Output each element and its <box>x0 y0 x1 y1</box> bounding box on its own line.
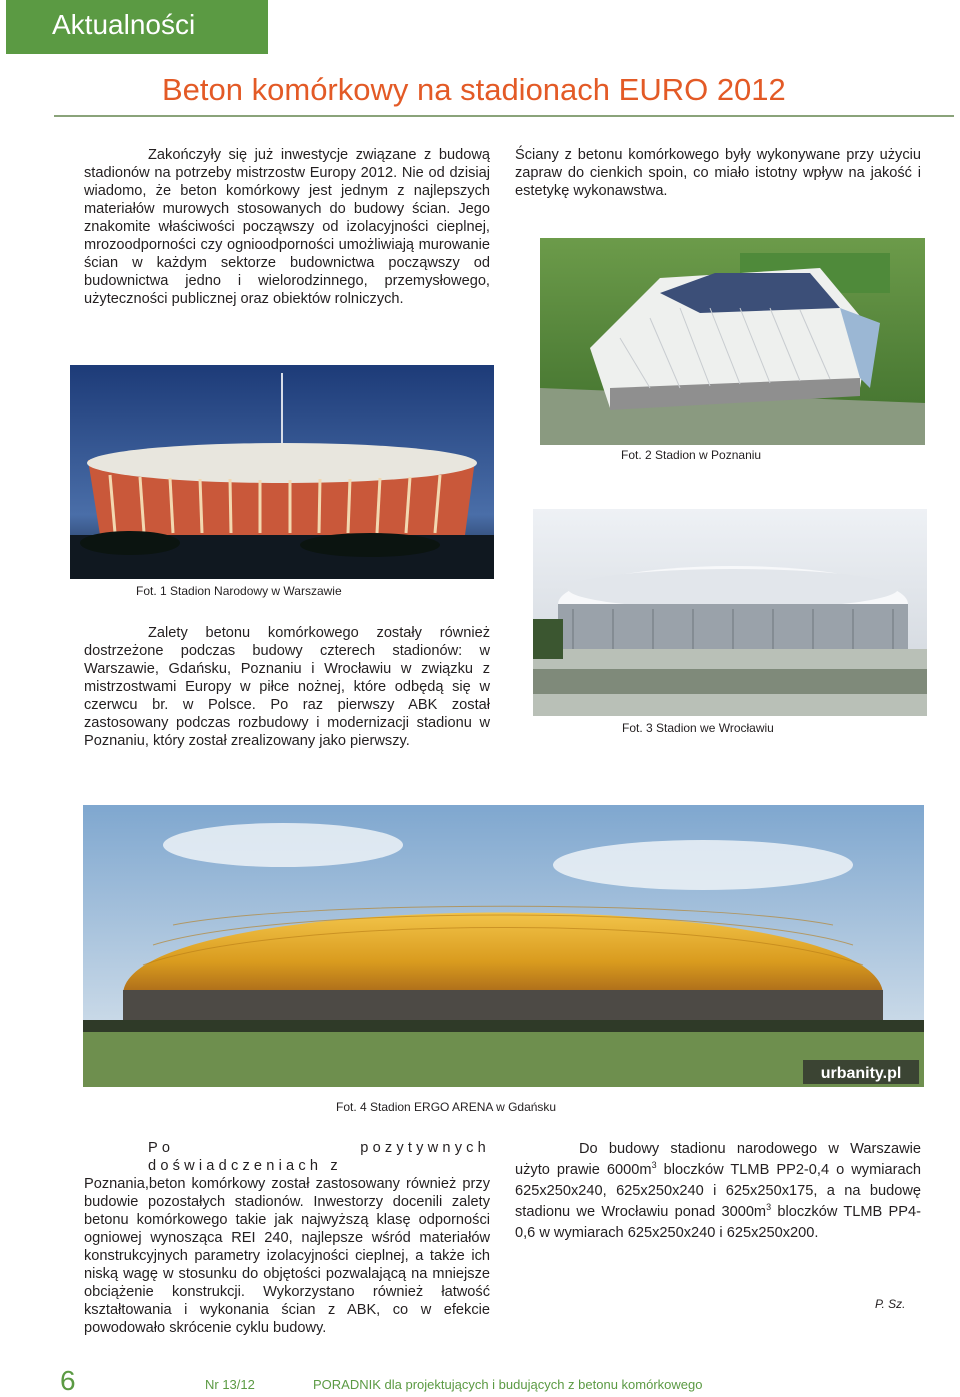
photo-gdansk-stadium <box>83 805 924 1087</box>
title-divider <box>54 115 954 117</box>
warsaw-text-3: bloczków TLMB PP4-0,6 w wymiarach 625x250x240 i 625x250x200. <box>515 1204 921 1241</box>
photo-poznan-stadium <box>540 238 925 445</box>
experience-paragraph <box>84 1139 490 1337</box>
advantages-paragraph: Zalety betonu komórkowego zostały również dostrzeżone podczas budowy czterech stadionów: w Warszawie, Gdańsku, Poznaniu i Wrocławiu w związku z mistrzostwami Europy w piłce nożnej, które odbędą się w czerwcu br. w Polsce. Po raz pierwszy ABK został zastosowany podczas rozbudowy i modernizacji stadionu w Poznaniu, który został zrealizowany jako pierwszy. <box>84 625 490 749</box>
caption-fot1: Fot. 1 Stadion Narodowy w Warszawie <box>136 584 342 598</box>
watermark-text: urbanity.pl <box>820 1065 902 1082</box>
photo-warsaw-stadium <box>70 365 494 579</box>
author-signature: P. Sz. <box>875 1297 906 1311</box>
walls-paragraph: Ściany z betonu komórkowego były wykonywane przy użyciu zapraw do cienkich spoin, co miało istotny wpływ na jakość i estetykę wykonawstwa. <box>515 147 921 199</box>
section-tab: Aktualności <box>6 0 268 54</box>
page-number: 6 <box>60 1365 76 1396</box>
issue-number: Nr 13/12 <box>205 1377 255 1392</box>
warsaw-materials-paragraph <box>515 1139 921 1244</box>
warsaw-text-2: bloczków TLMB PP2-0,4 o wymiarach 625x250x240, 625x250x240 i 625x250x175, a na budowę stadionu we Wrocławiu ponad 3000m <box>515 1162 921 1220</box>
photo-wroclaw-stadium <box>533 509 927 716</box>
experience-rest: Poznania,beton komórkowy został zastosowany również przy budowie pozostałych stadionów. Inwestorzy docenili zalety betonu komórkowego takie jak najwyższą klasę odporności ogniowej wynosząca REI 240, najlepsze wśród materiałów konstrukcyjnych parametry izolacyjności cieplnej, a także ich niską wagę w stosunku do objętości pozwalającą na mniejsze obciążenie konstrukcji. Wykorzystano również łatwość kształtowania i wykonania ścian z ABK, co w efekcie powodowało skrócenie cyklu budowy. <box>84 1176 490 1336</box>
warsaw-text-1: Do budowy stadionu narodowego w Warszawie użyto prawie 6000m <box>515 1141 921 1178</box>
publication-title: PORADNIK dla projektujących i budujących z betonu komórkowego <box>313 1377 703 1392</box>
superscript-3: 3 <box>651 1160 657 1171</box>
caption-fot3: Fot. 3 Stadion we Wrocławiu <box>622 721 774 735</box>
experience-lead: Po pozytywnych doświadczeniach z <box>148 1140 490 1174</box>
article-title: Beton komórkowy na stadionach EURO 2012 <box>162 72 786 107</box>
superscript-3: 3 <box>766 1202 772 1213</box>
caption-fot2: Fot. 2 Stadion w Poznaniu <box>621 448 762 462</box>
caption-fot4: Fot. 4 Stadion ERGO ARENA w Gdańsku <box>336 1100 557 1114</box>
intro-paragraph: Zakończyły się już inwestycje związane z budową stadionów na potrzeby mistrzostw Europy 2012. Nie od dzisiaj wiadomo, że beton komórkowy jest jednym z najlepszych materiałów murowych stosowanych do budowy ścian. Jego znakomite właściwości począwszy od izolacyjności cieplnej, mrozoodporności czy ognioodporności umożliwiają murowanie ścian w każdym sektorze budownictwa począwszy od budownictwa jedno i wielorodzinnego, przemysłowego, użyteczności publicznej oraz obiektów rolniczych. <box>84 147 490 307</box>
